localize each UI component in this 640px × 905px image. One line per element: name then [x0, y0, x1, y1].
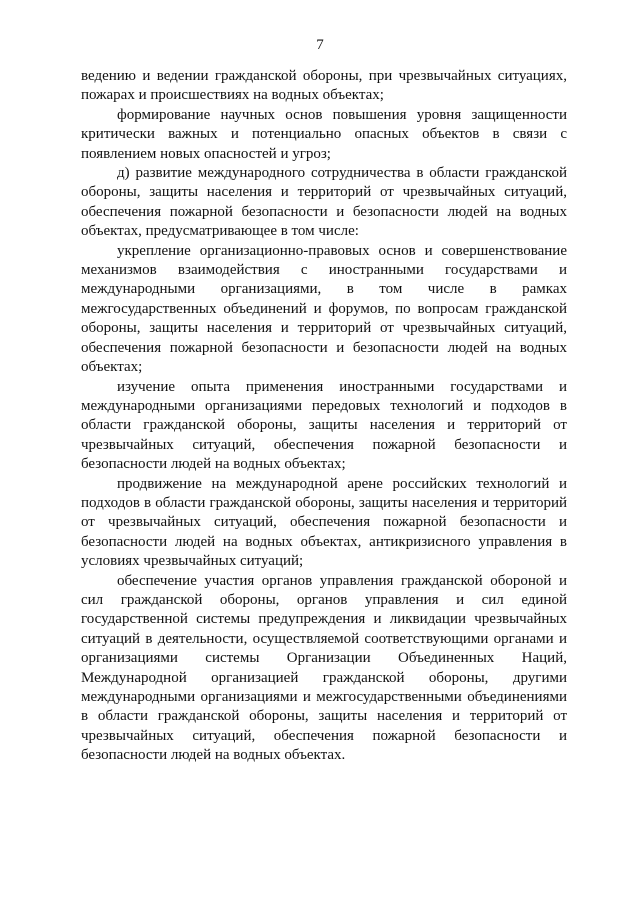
paragraph-legal-foundations: укрепление организационно-правовых основ и совершенствование механизмов взаимодействия с иностранными государствами и международными организациями, в том числе в рамках межгосударственных объединений и форумов, по вопросам гражданской обороны, защиты населения и территорий от чрезвычайных ситуаций, обеспечения пожарной безопасности и безопасности людей на водных объектах;: [81, 242, 567, 376]
page-number: 7: [316, 37, 324, 53]
paragraph-participation: обеспечение участия органов управления гражданской обороной и сил гражданской обороны, органов управления и сил единой государственной системы предупреждения и ликвидации чрезвычайных ситуаций в деятельности, осуществляемой соответствующими органами и организациями системы Организации Объединенных Наций, Международной организацией гражданской обороны, другими международными организациями и межгосударственными объединениями в области гражданской обороны, защиты населения и территорий от чрезвычайных ситуаций, обеспечения пожарной безопасности и безопасности людей на водных объектах.: [81, 572, 567, 764]
paragraph-continuation: ведению и ведении гражданской обороны, при чрезвычайных ситуациях, пожарах и происшествиях на водных объектах;: [81, 68, 567, 104]
document-body: [81, 67, 567, 766]
paragraph-promotion: продвижение на международной арене российских технологий и подходов в области гражданской обороны, защиты населения и территорий от чрезвычайных ситуаций, обеспечения пожарной безопасности и безопасности людей на водных объектах, антикризисного управления в условиях чрезвычайных ситуаций;: [81, 475, 567, 570]
paragraph-scientific-basis: формирование научных основ повышения уровня защищенности критически важных и потенциально опасных объектов в связи с появлением новых опасностей и угроз;: [81, 106, 567, 162]
paragraph-item-d: д) развитие международного сотрудничества в области гражданской обороны, защиты населения и территорий от чрезвычайных ситуаций, обеспечения пожарной безопасности и безопасности людей на водных объектах, предусматривающее в том числе:: [81, 165, 567, 240]
paragraph-study-experience: изучение опыта применения иностранными государствами и международными организациями передовых технологий и подходов в области гражданской обороны, защиты населения и территорий от чрезвычайных ситуаций, обеспечения пожарной безопасности и безопасности людей на водных объектах;: [81, 378, 567, 473]
